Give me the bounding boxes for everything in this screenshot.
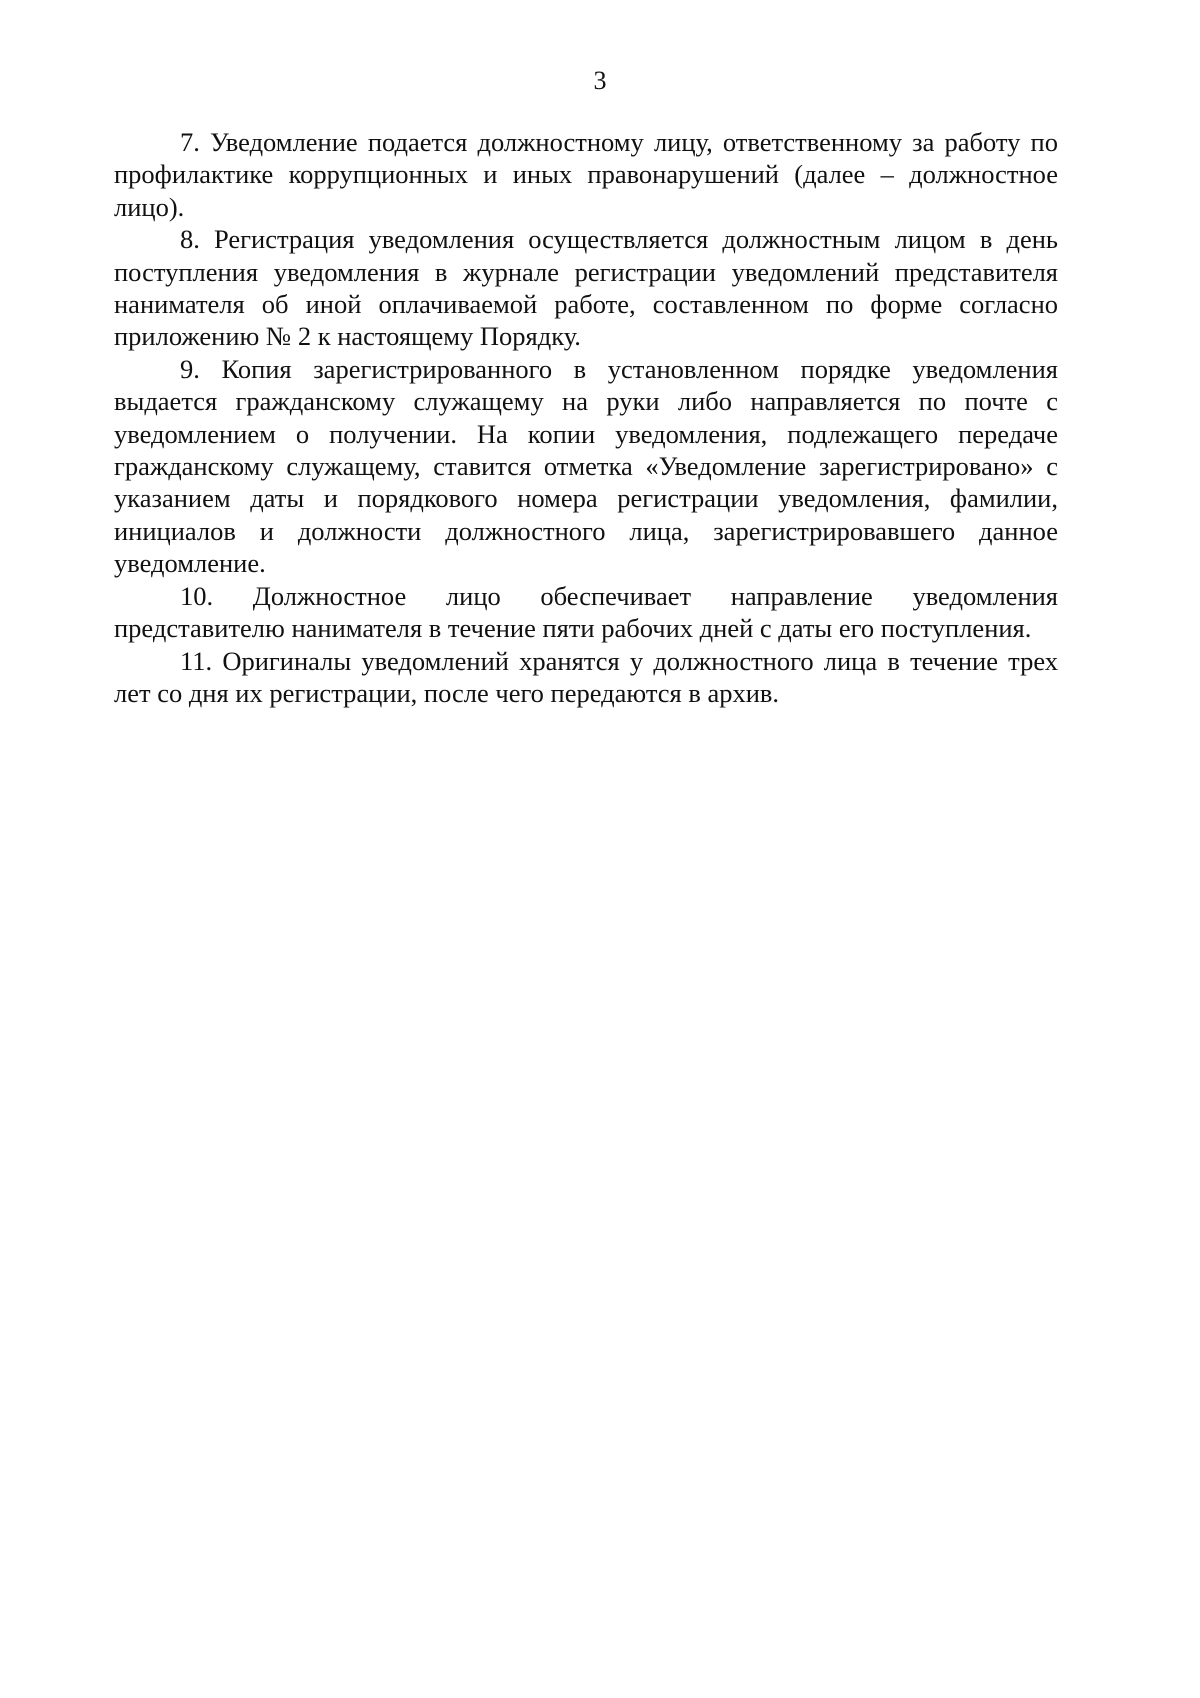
paragraph-9: 9. Копия зарегистрированного в установленном порядке уведомления выдается гражданскому служащему на руки либо направляется по почте с уведомлением о получении. На копии уведомления, подлежащего передаче гражданскому служащему, ставится отметка «Уведомление зарегистрировано» с указанием даты и порядкового номера регистрации уведомления, фамилии, инициалов и должности должностного лица, зарегистрировавшего данное уведомление. (114, 353, 1058, 579)
page-number: 3 (593, 66, 607, 95)
document-body (114, 126, 1058, 709)
paragraph-11: 11. Оригиналы уведомлений хранятся у должностного лица в течение трех лет со дня их регистрации, после чего передаются в архив. (114, 645, 1058, 708)
paragraph-10: 10. Должностное лицо обеспечивает направление уведомления представителю нанимателя в течение пяти рабочих дней с даты его поступления. (114, 580, 1058, 644)
paragraph-8: 8. Регистрация уведомления осуществляется должностным лицом в день поступления уведомления в журнале регистрации уведомлений представителя нанимателя об иной оплачиваемой работе, составленном по форме согласно приложению № 2 к настоящему Порядку. (114, 224, 1058, 352)
paragraph-7: 7. Уведомление подается должностному лицу, ответственному за работу по профилактике коррупционных и иных правонарушений (далее – должностное лицо). (114, 127, 1058, 222)
